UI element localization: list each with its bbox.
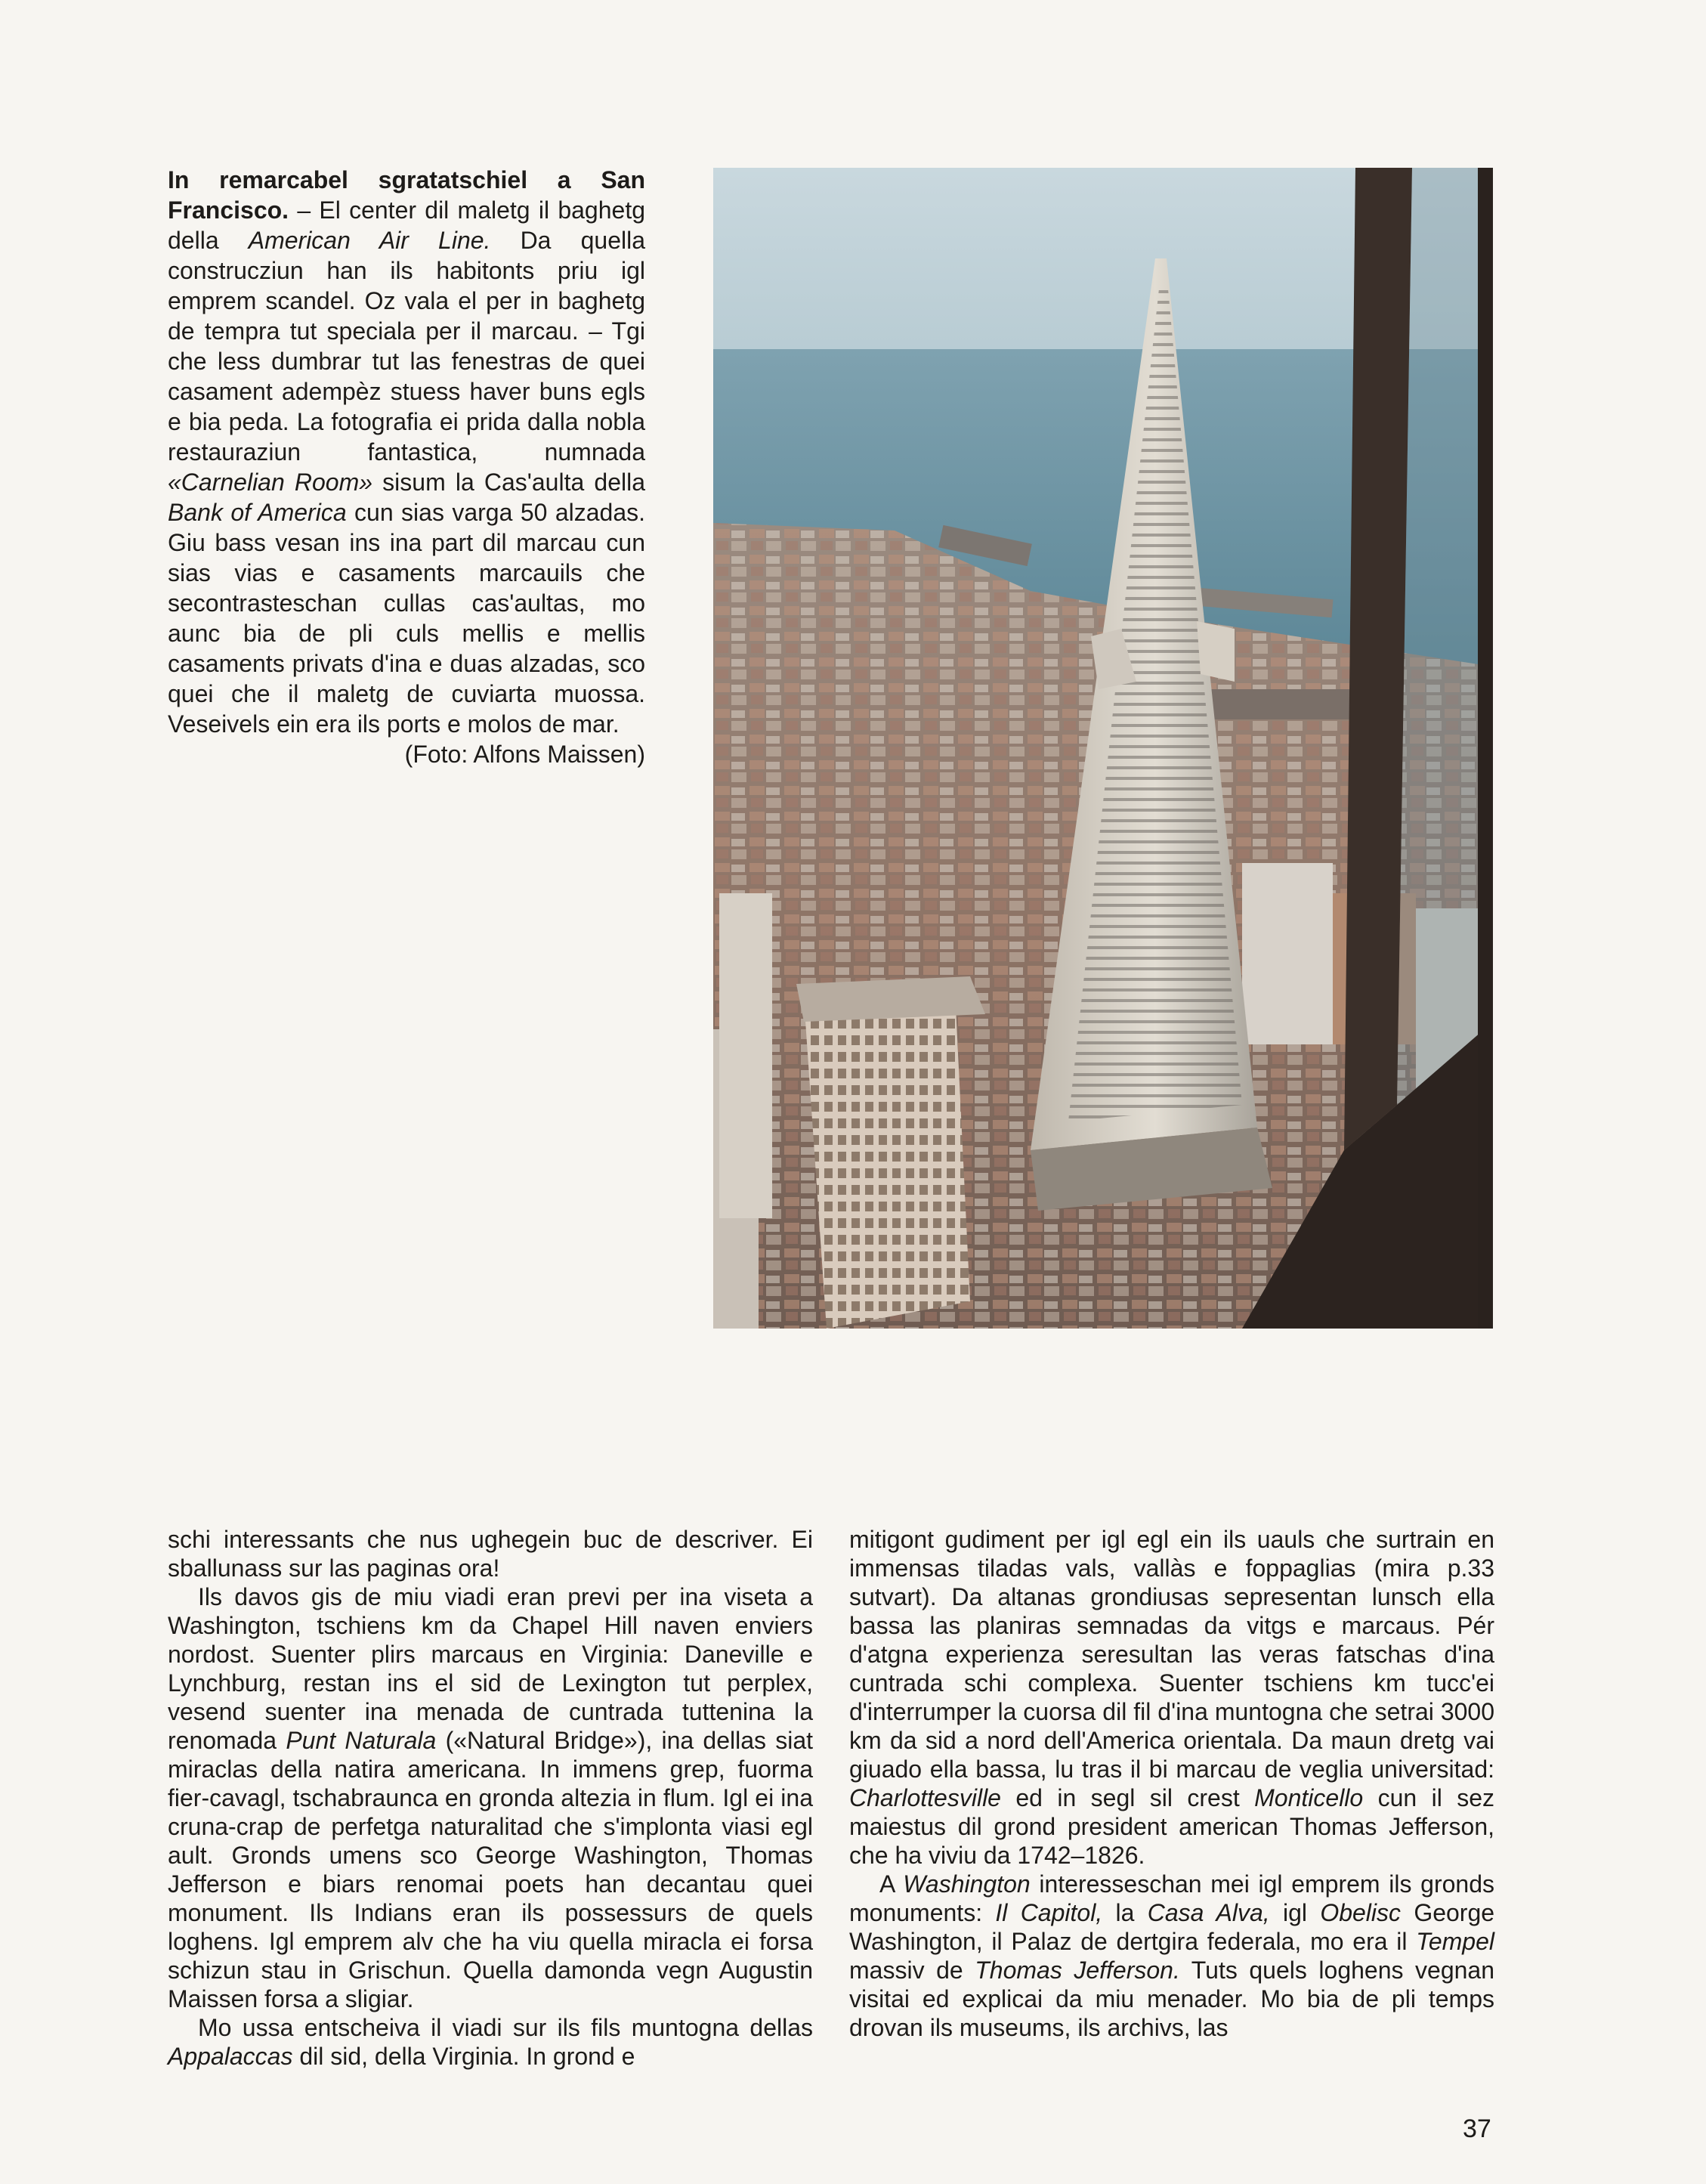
caption-emphasis: «Carnelian Room»	[168, 469, 373, 496]
paragraph-emphasis: Tempel	[1416, 1928, 1494, 1955]
paragraph-emphasis: Appalaccas	[168, 2043, 293, 2070]
san-francisco-photo	[713, 168, 1493, 1329]
paragraph-text: cun il sez maiestus dil grond president american Thomas Jefferson, che ha viviu da 1742–1826.	[849, 1784, 1495, 1869]
paragraph-text: massiv de	[849, 1957, 975, 1984]
paragraph-text: interesseschan mei igl emprem ils gronds monuments:	[849, 1870, 1495, 1926]
paragraph-emphasis: Il Capitol,	[995, 1899, 1103, 1926]
caption-text: sisum la Cas'aulta della	[372, 469, 646, 496]
paragraph-text: la	[1102, 1899, 1148, 1926]
paragraph-text: A	[879, 1870, 904, 1898]
paragraph-text: («Natural Bridge»), ina dellas siat miraclas della natira americana. In immens grep, fuorma fier-cavagl, tschabraunca en gronda altezia in flum. Igl ei ina cruna-crap de perfetga naturalitad che s'implonta viasi egl ault. Gronds umens sco George Washington, Thomas Jefferson e biars renomai poets han decantau quei monument. Ils Indians eran ils possessurs de quels loghens. Igl emprem alv che ha viu quella miracla ei forsa schizun stau in Grischun. Quella damonda vegn Augustin Maissen forsa a sligiar.	[168, 1727, 814, 2012]
paragraph-emphasis: Casa Alva,	[1147, 1899, 1270, 1926]
paragraph-emphasis: Thomas Jefferson.	[975, 1957, 1180, 1984]
paragraph-text: Tuts quels loghens vegnan visitai ed explicai da miu menader. Mo bia de pli temps drovan ils museums, ils archivs, las	[849, 1957, 1495, 2041]
paragraph-text: ed in segl sil crest	[1000, 1784, 1255, 1811]
paragraph-emphasis: Charlottesville	[849, 1784, 1001, 1811]
photo-caption	[168, 165, 645, 769]
caption-emphasis: American Air Line.	[248, 227, 491, 254]
paragraph	[849, 1525, 1494, 1870]
caption-text: cun sias varga 50 alzadas. Giu bass vesan ins ina part dil marcau cun sias vias e casaments marcauils che secontrasteschan cullas cas'aultas, mo aunc bia de pli culs mellis e mellis casaments privats d'ina e duas alzadas, sco quei che il maletg de cuviarta muossa. Veseivels ein era ils ports e molos de mar.	[168, 499, 646, 738]
caption-emphasis: Bank of America	[168, 499, 347, 526]
paragraph	[849, 1870, 1494, 2042]
photo-credit: (Foto: Alfons Maissen)	[404, 741, 645, 768]
paragraph-emphasis: Washington	[903, 1870, 1031, 1898]
paragraph-text: George Washington, il Palaz de dertgira federala, mo era il	[849, 1899, 1495, 1955]
paragraph-emphasis: Obelisc	[1320, 1899, 1402, 1926]
page-number: 37	[1463, 2114, 1491, 2143]
caption-text: Da quella construcziun han ils habitonts priu igl emprem scandel. Oz vala el per in baghetg de tempra tut speciala per il marcau. – Tgi che less dumbrar tut las fenestras de quei casament adempèz stuess haver buns egls e bia peda. La fotografia ei prida dalla nobla restauraziun fantastica, numnada	[168, 227, 646, 466]
paragraph: schi interessants che nus ughegein buc de descriver. Ei sballunass sur las paginas ora!	[168, 1526, 813, 1582]
paragraph	[168, 2013, 813, 2071]
paragraph-text: Ils davos gis de miu viadi eran previ per ina viseta a Washington, tschiens km da Chapel Hill naven enviers nordost. Suenter plirs marcaus en Virginia: Daneville e Lynchburg, restan ins el sid de Lexington tut perplex, vesend suenter ina menada de cuntrada tuttenina la renomada	[168, 1583, 813, 1754]
paragraph	[168, 1582, 813, 2013]
caption-text: – El center dil maletg il baghetg della	[168, 196, 645, 254]
paragraph-text: Mo ussa entscheiva il viadi sur ils fils muntogna dellas	[198, 2014, 813, 2041]
body-column-left	[168, 1525, 813, 2071]
paragraph-emphasis: Monticello	[1254, 1784, 1364, 1811]
caption-title: In remarcabel sgratatschiel a San Francisco.	[168, 166, 645, 224]
paragraph-emphasis: Punt Naturala	[286, 1727, 437, 1754]
paragraph-text: mitigont gudiment per igl egl ein ils uauls che surtrain en immensas tiladas vals, vallàs e foppaglias (mira p.33 sutvart). Da altanas grondiusas sepresentan lunsch ella bassa las planiras semnadas da vitgs e marcaus. Pér d'atgna experienza seresultan las veras fatschas d'ina cuntrada schi complexa. Suenter tschiens km tucc'ei d'interrumper la cuorsa dil fil d'ina muntogna che setrai 3000 km da sid a nord dell'America orientala. Da maun dretg vai giuado ella bassa, lu tras il bi marcau de veglia universitad:	[849, 1526, 1494, 1783]
paragraph-text: dil sid, della Virginia. In grond e	[292, 2043, 635, 2070]
paragraph-text: igl	[1269, 1899, 1321, 1926]
pyramid-tower-illustration	[713, 168, 1493, 1329]
body-column-right	[849, 1525, 1494, 2042]
